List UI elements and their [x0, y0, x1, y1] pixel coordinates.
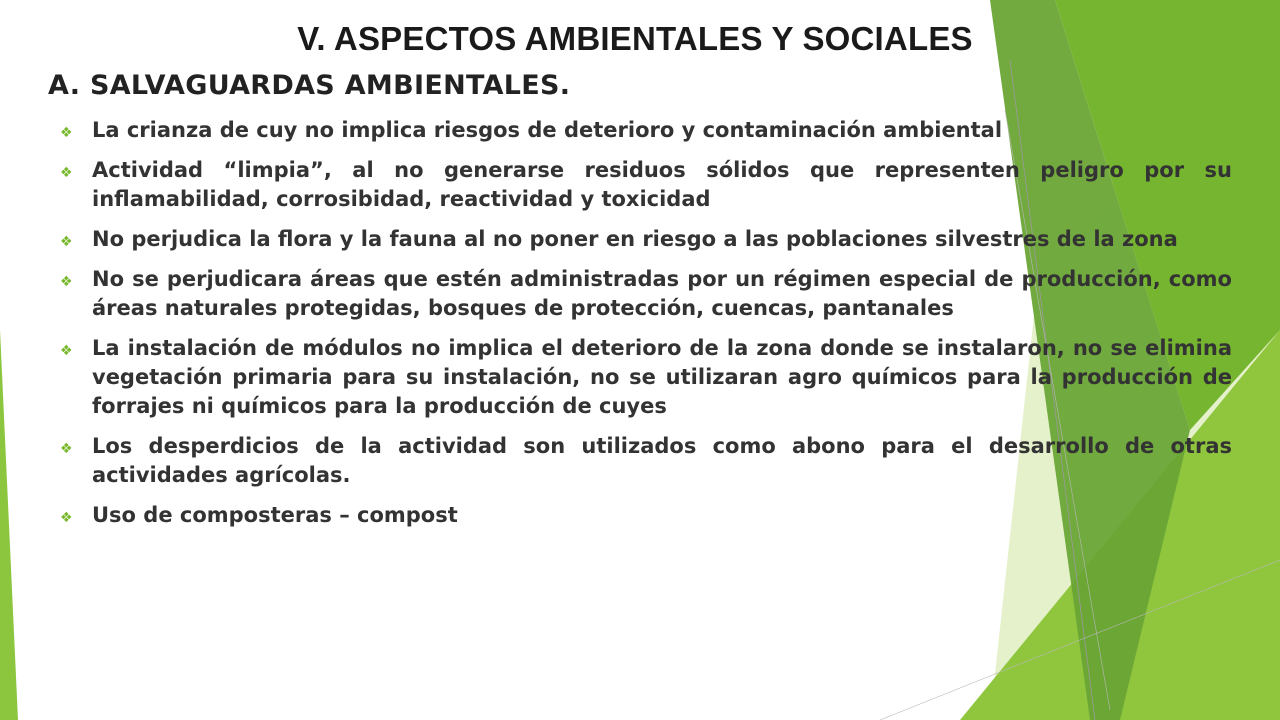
list-item-text: Uso de composteras – compost [92, 503, 458, 527]
diamond-bullet-icon: ❖ [60, 510, 73, 526]
diamond-bullet-icon: ❖ [60, 165, 73, 181]
diamond-bullet-icon: ❖ [60, 274, 73, 290]
diamond-bullet-icon: ❖ [60, 343, 73, 359]
section-subtitle: A. SALVAGUARDAS AMBIENTALES. [48, 70, 571, 101]
left-green-edge [0, 330, 18, 720]
list-item [60, 501, 1232, 530]
list-item [60, 265, 1232, 323]
diamond-bullet-icon: ❖ [60, 441, 73, 457]
list-item-text: La crianza de cuy no implica riesgos de deterioro y contaminación ambiental [92, 118, 1003, 142]
diamond-bullet-icon: ❖ [60, 234, 73, 250]
list-item-text: Los desperdicios de la actividad son utilizados como abono para el desarrollo de otras actividades agrícolas. [92, 434, 1232, 487]
list-item [60, 334, 1232, 421]
list-item-text: La instalación de módulos no implica el deterioro de la zona donde se instalaron, no se elimina vegetación primaria para su instalación, no se utilizaran agro químicos para la producción de forrajes ni químicos para la producción de cuyes [92, 336, 1232, 418]
list-item [60, 116, 1232, 145]
list-item-text: No se perjudicara áreas que estén administradas por un régimen especial de producción, como áreas naturales protegidas, bosques de protección, cuencas, pantanales [92, 267, 1232, 320]
bullet-list [60, 116, 1232, 541]
list-item [60, 156, 1232, 214]
list-item-text: No perjudica la flora y la fauna al no poner en riesgo a las poblaciones silvestres de la zona [92, 227, 1178, 251]
slide-title: V. ASPECTOS AMBIENTALES Y SOCIALES [297, 20, 973, 57]
list-item [60, 432, 1232, 490]
diamond-bullet-icon: ❖ [60, 125, 73, 141]
list-item [60, 225, 1232, 254]
list-item-text: Actividad “limpia”, al no generarse residuos sólidos que representen peligro por su inflamabilidad, corrosibidad, reactividad y toxicidad [92, 158, 1232, 211]
